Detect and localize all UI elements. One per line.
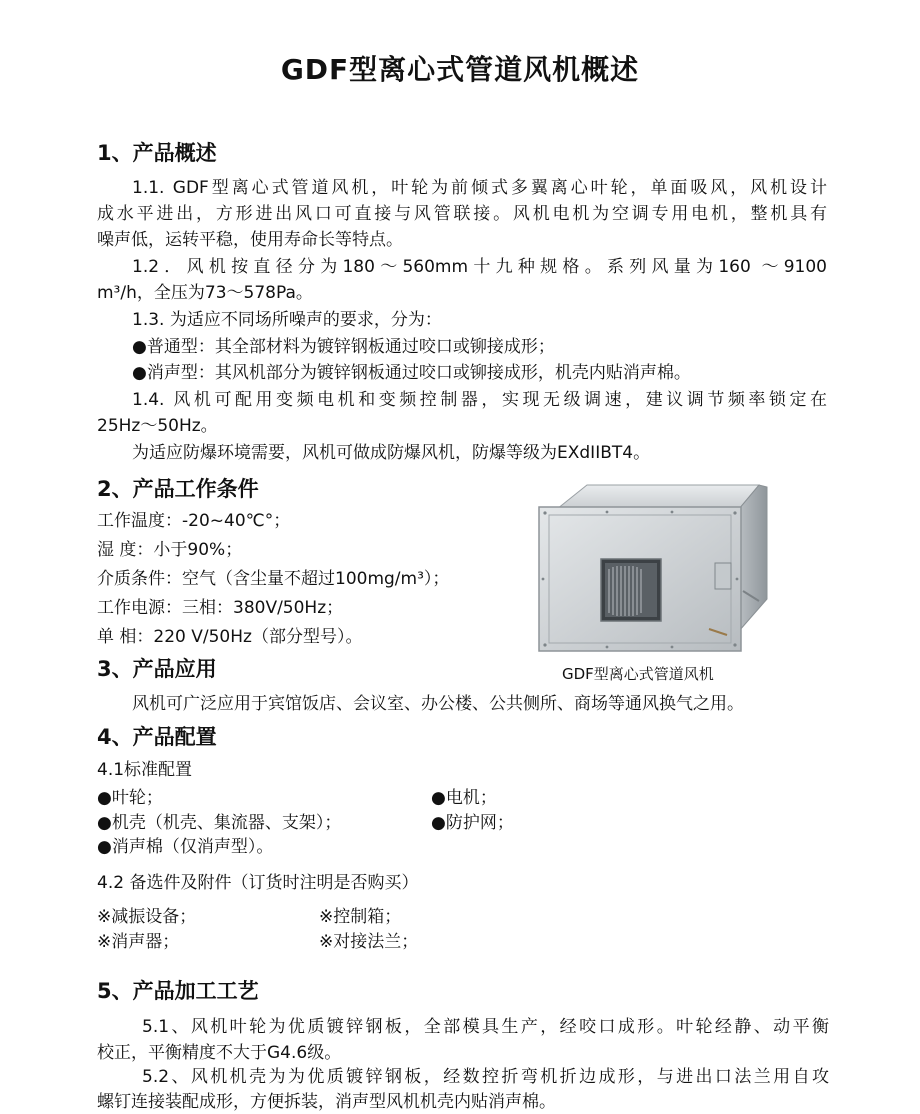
s1-p5: 为适应防爆环境需要，风机可做成防爆风机，防爆等级为EXdIIBT4。 bbox=[132, 443, 651, 463]
s4-optional-title: 4.2 备选件及附件（订货时注明是否购买） bbox=[97, 873, 419, 893]
s1-p4-line1: 1.4. 风机可配用变频电机和变频控制器，实现无级调速，建议调节频率锁定在 bbox=[132, 390, 827, 410]
s1-bullet-normal: ●普通型：其全部材料为镀锌钢板通过咬口或铆接成形； bbox=[132, 337, 555, 357]
s1-p4-line2: 25Hz～50Hz。 bbox=[97, 416, 218, 436]
s1-p1-line3: 噪声低，运转平稳，使用寿命长等特点。 bbox=[97, 230, 403, 250]
duct-fan-photo bbox=[537, 481, 773, 653]
s1-p3: 1.3. 为适应不同场所噪声的要求，分为： bbox=[132, 310, 442, 330]
opt-item-control-box: ※控制箱； bbox=[319, 907, 402, 927]
section-4-heading: 4、产品配置 bbox=[97, 725, 217, 749]
std-item-sound-cotton: ●消声棉（仅消声型）。 bbox=[97, 837, 274, 857]
s1-p2-line2: m³/h，全压为73～578Pa。 bbox=[97, 283, 313, 303]
std-item-guard: ●防护网； bbox=[431, 813, 514, 833]
s5-p2-line2: 螺钉连接装配成形，方便拆装，消声型风机机壳内贴消声棉。 bbox=[97, 1092, 556, 1112]
s1-p1-line2: 成水平进出，方形进出风口可直接与风管联接。风机电机为空调专用电机，整机具有 bbox=[97, 204, 827, 224]
s4-standard-config-title: 4.1标准配置 bbox=[97, 760, 193, 780]
s2-power-single-phase: 单 相：220 V/50Hz（部分型号）。 bbox=[97, 627, 363, 647]
std-item-impeller: ●叶轮； bbox=[97, 788, 163, 808]
opt-item-damper: ※减振设备； bbox=[97, 907, 197, 927]
opt-item-silencer: ※消声器； bbox=[97, 932, 180, 952]
std-item-motor: ●电机； bbox=[431, 788, 497, 808]
page-title: GDF型离心式管道风机概述 bbox=[280, 53, 640, 86]
section-5-heading: 5、产品加工工艺 bbox=[97, 979, 259, 1003]
section-1-heading: 1、产品概述 bbox=[97, 141, 217, 165]
s5-p1-line1: 5.1、风机叶轮为优质镀锌钢板，全部模具生产，经咬口成形。叶轮经静、动平衡 bbox=[142, 1017, 829, 1037]
s2-temperature: 工作温度：-20~40℃°； bbox=[97, 511, 291, 531]
s5-p1-line2: 校正，平衡精度不大于G4.6级。 bbox=[97, 1043, 342, 1063]
s1-p2-line1: 1.2．风机按直径分为180～560mm十九种规格。系列风量为160 ～9100 bbox=[132, 257, 827, 277]
s5-p2-line1: 5.2、风机机壳为为优质镀锌钢板，经数控折弯机折边成形，与进出口法兰用自攻 bbox=[142, 1067, 829, 1087]
s2-humidity: 湿 度：小于90%； bbox=[97, 540, 243, 560]
opt-item-flange: ※对接法兰； bbox=[319, 932, 419, 952]
s3-application-text: 风机可广泛应用于宾馆饭店、会议室、办公楼、公共侧所、商场等通风换气之用。 bbox=[132, 694, 744, 714]
s2-medium: 介质条件：空气（含尘量不超过100mg/m³）； bbox=[97, 569, 450, 589]
s1-p1-line1: 1.1. GDF型离心式管道风机，叶轮为前倾式多翼离心叶轮，单面吸风，风机设计 bbox=[132, 178, 827, 198]
section-2-heading: 2、产品工作条件 bbox=[97, 477, 259, 501]
section-3-heading: 3、产品应用 bbox=[97, 657, 217, 681]
s1-bullet-silent: ●消声型：其风机部分为镀锌钢板通过咬口或铆接成形，机壳内贴消声棉。 bbox=[132, 363, 691, 383]
photo-caption: GDF型离心式管道风机 bbox=[562, 665, 714, 683]
s2-power-three-phase: 工作电源：三相：380V/50Hz； bbox=[97, 598, 344, 618]
std-item-casing: ●机壳（机壳、集流器、支架）； bbox=[97, 813, 342, 833]
